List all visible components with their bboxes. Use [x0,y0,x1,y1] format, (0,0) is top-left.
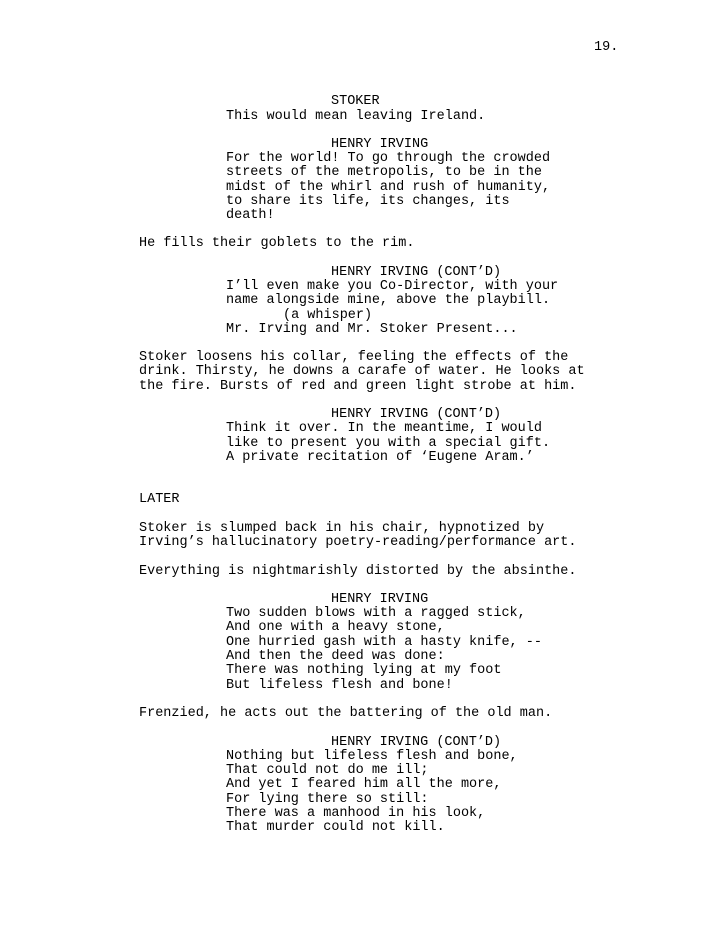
dialogue-line: I’ll even make you Co-Director, with your [226,279,559,294]
dialogue-line: Nothing but lifeless flesh and bone, [226,749,518,764]
dialogue-line: This would mean leaving Ireland. [226,109,486,124]
page-number: 19. [594,40,619,55]
dialogue-line: One hurried gash with a hasty knife, -- [226,635,542,650]
parenthetical: (a whisper) [283,308,373,323]
dialogue-line: streets of the metropolis, to be in the [226,165,542,180]
scene-transition: LATER [139,492,180,507]
dialogue-line: That murder could not kill. [226,820,445,835]
dialogue-line: And yet I feared him all the more, [226,777,502,792]
dialogue-line: And then the deed was done: [226,649,445,664]
character-cue: HENRY IRVING (CONT’D) [331,265,502,280]
dialogue-line: There was a manhood in his look, [226,806,486,821]
action-line: Everything is nightmarishly distorted by the absinthe. [139,564,577,579]
character-cue: HENRY IRVING (CONT’D) [331,735,502,750]
dialogue-line: name alongside mine, above the playbill. [226,293,551,308]
action-line: Stoker is slumped back in his chair, hypnotized by [139,521,545,536]
dialogue-line: But lifeless flesh and bone! [226,678,453,693]
dialogue-line: Think it over. In the meantime, I would [226,421,542,436]
action-line: Irving’s hallucinatory poetry-reading/performance art. [139,535,577,550]
character-cue: HENRY IRVING [331,592,429,607]
action-line: drink. Thirsty, he downs a carafe of water. He looks at [139,364,585,379]
character-cue: STOKER [331,94,380,109]
dialogue-line: Mr. Irving and Mr. Stoker Present... [226,322,518,337]
dialogue-line: For the world! To go through the crowded [226,151,551,166]
character-cue: HENRY IRVING (CONT’D) [331,407,502,422]
dialogue-line: That could not do me ill; [226,763,429,778]
dialogue-line: death! [226,208,275,223]
dialogue-line: Two sudden blows with a ragged stick, [226,606,526,621]
action-line: Stoker loosens his collar, feeling the effects of the [139,350,569,365]
dialogue-line: A private recitation of ‘Eugene Aram.’ [226,450,534,465]
dialogue-line: For lying there so still: [226,792,429,807]
action-line: Frenzied, he acts out the battering of the old man. [139,706,553,721]
dialogue-line: like to present you with a special gift. [226,436,551,451]
dialogue-line: And one with a heavy stone, [226,620,445,635]
character-cue: HENRY IRVING [331,137,429,152]
dialogue-line: There was nothing lying at my foot [226,663,502,678]
dialogue-line: midst of the whirl and rush of humanity, [226,180,551,195]
action-line: the fire. Bursts of red and green light strobe at him. [139,379,577,394]
dialogue-line: to share its life, its changes, its [226,194,510,209]
action-line: He fills their goblets to the rim. [139,236,415,251]
